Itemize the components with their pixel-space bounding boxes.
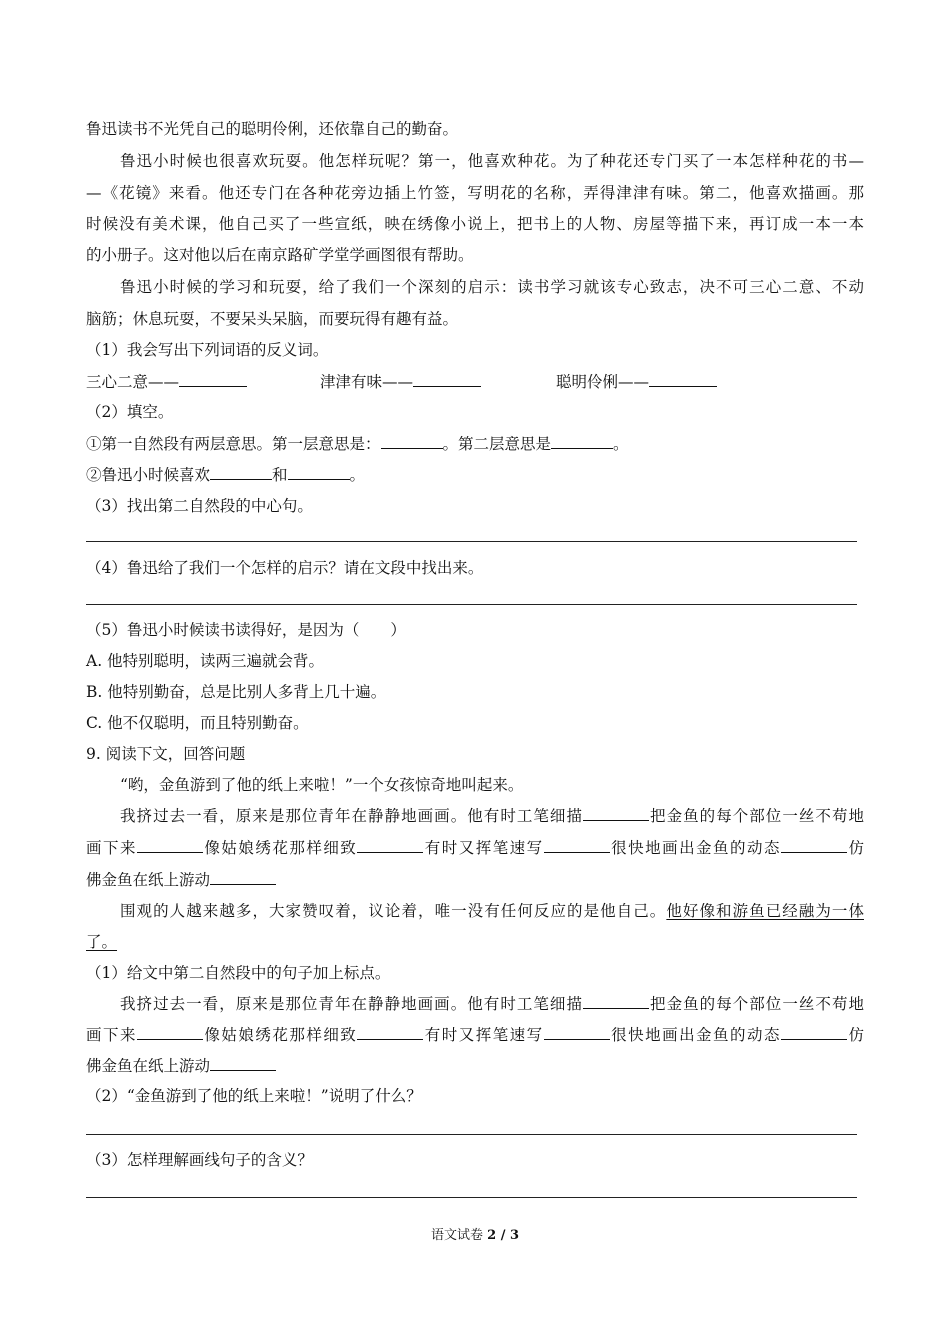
passage-line: 鲁迅小时候的学习和玩耍，给了我们一个深刻的启示：读书学习就该专心致志，决不可三心二意、不动 [120,278,864,296]
antonym-item [86,371,247,393]
fill-text: ①第一自然段有两层意思。第一层意思是： [86,435,381,453]
answer-blank[interactable] [137,1024,203,1040]
fill-text: 我挤过去一看，原来是那位青年在静静地画画。他有时工笔细描 [120,995,584,1013]
answer-blank[interactable] [583,805,649,821]
passage-line [120,993,864,1015]
passage-line [86,837,864,859]
answer-blank[interactable] [357,837,423,853]
fill-text: 把金鱼的每个部位一丝不苟地 [649,807,864,825]
page-number: 2 / 3 [487,1228,520,1243]
question-1: （1）我会写出下列词语的反义词。 [86,341,329,359]
passage-line [86,1055,276,1077]
answer-blank[interactable] [381,433,443,449]
answer-blank[interactable] [781,837,847,853]
antonym-item [556,371,717,393]
fill-text: 像姑娘绣花那样细致 [202,839,358,857]
fill-text: 佛金鱼在纸上游动 [86,1057,211,1075]
fill-text: 我挤过去一看，原来是那位青年在静静地画画。他有时工笔细描 [120,807,584,825]
option-c[interactable]: C. 他不仅聪明，而且特别勤奋。 [86,714,309,732]
answer-line[interactable] [86,541,857,542]
fill-blank-b [86,464,365,486]
question-9-3: （3）怎样理解画线句子的含义？ [86,1151,313,1169]
passage-text: 围观的人越来越多，大家赞叹着，议论着，唯一没有任何反应的是他自己。 [120,902,667,920]
answer-blank[interactable] [210,869,276,885]
antonym-word: 三心二意—— [86,373,180,391]
answer-blank[interactable] [210,464,272,480]
answer-blank[interactable] [649,371,717,387]
answer-blank[interactable] [137,837,203,853]
answer-blank[interactable] [544,837,610,853]
question-2: （2）填空。 [86,403,174,421]
underlined-sentence: 了。 [86,933,118,951]
fill-text: 仿 [846,1026,864,1044]
answer-blank[interactable] [179,371,247,387]
antonym-word: 津津有味—— [320,373,414,391]
fill-text: 有时又挥笔速写 [423,839,544,857]
passage-line: 鲁迅小时候也很喜欢玩耍。他怎样玩呢？第一，他喜欢种花。为了种花还专门买了一本怎样种花的书— [120,152,864,170]
answer-blank[interactable] [583,993,649,1009]
page-footer [0,1226,950,1246]
option-b[interactable]: B. 他特别勤奋，总是比别人多背上几十遍。 [86,683,387,701]
passage-line [120,805,864,827]
fill-text: 有时又挥笔速写 [423,1026,544,1044]
answer-blank[interactable] [413,371,481,387]
option-a[interactable]: A. 他特别聪明，读两三遍就会背。 [86,652,325,670]
fill-text: 仿 [846,839,864,857]
fill-text: 和 [272,466,288,484]
answer-line[interactable] [86,604,857,605]
fill-text: 画下来 [86,1026,137,1044]
footer-label: 语文试卷 [430,1228,483,1243]
fill-blank-a [86,433,629,455]
passage-line: —《花镜》来看。他还专门在各种花旁边插上竹签，写明花的名称，弄得津津有味。第二，他喜欢描画。那 [86,184,864,202]
answer-blank[interactable] [781,1024,847,1040]
answer-blank[interactable] [551,433,613,449]
question-9-2: （2）“金鱼游到了他的纸上来啦！”说明了什么？ [86,1087,422,1105]
answer-line[interactable] [86,1197,857,1198]
antonym-item [320,371,481,393]
fill-text: 很快地画出金鱼的动态 [609,1026,781,1044]
passage-line: 鲁迅读书不光凭自己的聪明伶俐，还依靠自己的勤奋。 [86,120,459,138]
answer-blank[interactable] [210,1055,276,1071]
passage-line [86,869,276,891]
passage-line: 脑筋；休息玩耍，不要呆头呆脑，而要玩得有趣有益。 [86,310,459,328]
fill-text: 像姑娘绣花那样细致 [202,1026,358,1044]
passage-line [86,1024,864,1046]
fill-text: 。 [349,466,366,484]
fill-text: 把金鱼的每个部位一丝不苟地 [649,995,864,1013]
section-9-title: 9. 阅读下文，回答问题 [86,745,246,763]
passage-line: “哟，金鱼游到了他的纸上来啦！”一个女孩惊奇地叫起来。 [120,776,524,794]
passage-line [86,931,117,953]
fill-text: ②鲁迅小时候喜欢 [86,466,211,484]
question-5: （5）鲁迅小时候读书读得好，是因为（ ） [86,621,406,639]
question-9-1: （1）给文中第二自然段中的句子加上标点。 [86,964,391,982]
antonym-word: 聪明伶俐—— [556,373,650,391]
answer-blank[interactable] [357,1024,423,1040]
fill-text: 很快地画出金鱼的动态 [609,839,781,857]
fill-text: 佛金鱼在纸上游动 [86,871,211,889]
answer-blank[interactable] [288,464,350,480]
passage-line: 时候没有美术课，他自己买了一些宣纸，映在绣像小说上，把书上的人物、房屋等描下来，再订成一本一本 [86,215,864,233]
answer-blank[interactable] [544,1024,610,1040]
question-4: （4）鲁迅给了我们一个怎样的启示？请在文段中找出来。 [86,559,484,577]
question-3: （3）找出第二自然段的中心句。 [86,497,313,515]
fill-text: 画下来 [86,839,137,857]
passage-line: 的小册子。这对他以后在南京路矿学堂学画图很有帮助。 [86,246,474,264]
answer-line[interactable] [86,1134,857,1135]
fill-text: 。第二层意思是 [442,435,552,453]
fill-text: 。 [613,435,629,453]
underlined-sentence: 他好像和游鱼已经融为一体 [666,902,864,920]
passage-line [120,900,864,922]
